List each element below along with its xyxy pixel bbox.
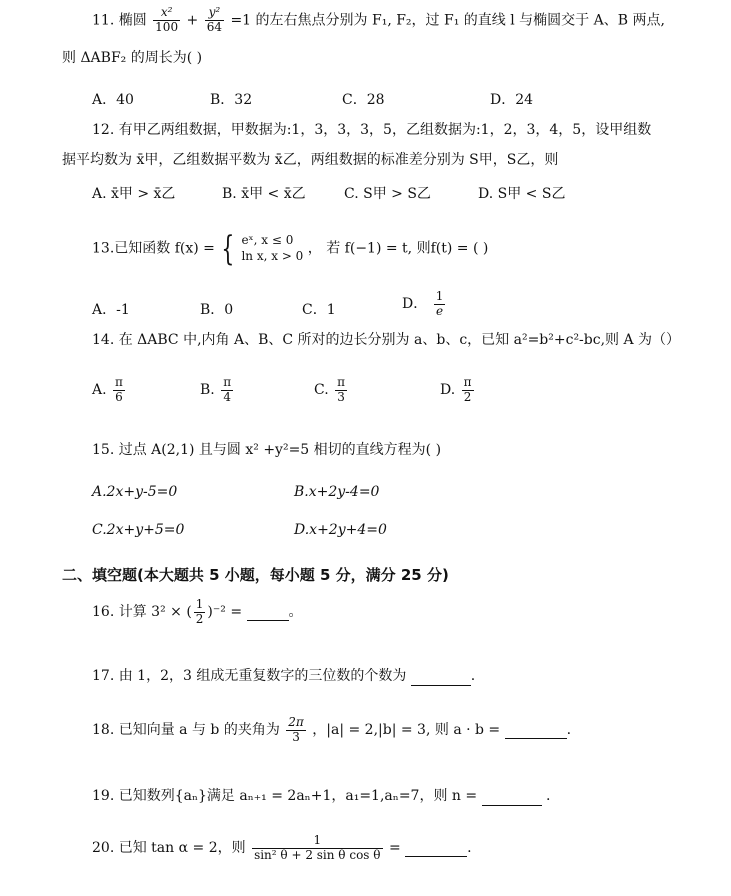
q11-option-d: D．24 (490, 92, 534, 108)
q20-fraction: $\frac{1}{\text{sin² θ + 2 sin θ cos θ}}$ (254, 833, 381, 862)
q13-option-a: A．-1 (92, 302, 130, 318)
q17-answer-blank[interactable] (411, 668, 471, 686)
q12-option-d: D. S甲 < S乙 (478, 186, 566, 202)
q14-option-a: A. $\frac{\pi}{6}$ (92, 375, 123, 404)
left-brace-icon: { (221, 229, 235, 269)
question-11 (92, 6, 665, 35)
q17-text: 17. 由 1，2，3 组成无重复数字的三位数的个数为 (92, 668, 407, 684)
q11-number: 11. (92, 12, 115, 29)
q18-answer-blank[interactable] (505, 721, 567, 739)
q13-case-1: eˣ, x ≤ 0 (241, 233, 294, 248)
q12-option-b: B. x̄甲 < x̄乙 (222, 186, 306, 202)
q15-option-d: D.x+2y+4=0 (294, 522, 387, 538)
q12-option-a: A. x̄甲 > x̄乙 (92, 186, 176, 202)
q16-fraction: $\frac{1}{2}$ (195, 597, 204, 626)
q18-fraction: $\frac{2\pi}{3}$ (288, 715, 304, 744)
q15-option-c: C.2x+y+5=0 (92, 522, 185, 538)
question-18: 18. 已知向量 a 与 b 的夹角为 $\frac{2\pi}{3}$ ，|a| = 2,|b| = 3, 则 a · b = . (92, 715, 572, 744)
q12-line-2: 据平均数为 x̄甲，乙组数据平数为 x̄乙，两组数据的标准差分别为 S甲，S乙，则 (62, 152, 559, 168)
q14-option-c-fraction: $\frac{\pi}{3}$ (337, 375, 346, 404)
q14-option-c: C. $\frac{\pi}{3}$ (314, 375, 346, 404)
q12-option-c: C. S甲 > S乙 (344, 186, 431, 202)
q13-option-c: C．1 (302, 302, 336, 318)
q13-prefix: 13.已知函数 f(x) = (92, 240, 215, 257)
q15-option-b: B.x+2y-4=0 (294, 484, 380, 500)
q14-option-d: D. $\frac{\pi}{2}$ (440, 375, 472, 404)
question-16: 16. 计算 3² × ( $\frac{1}{2}$ )⁻² = 。 (92, 597, 303, 626)
question-13 (92, 229, 489, 269)
q11-plus: + (186, 12, 199, 29)
q11-option-b: B．32 (210, 92, 253, 108)
q19-answer-blank[interactable] (482, 788, 542, 806)
q14-option-a-fraction: $\frac{\pi}{6}$ (115, 375, 123, 404)
q15-option-a: A.2x+y-5=0 (92, 484, 178, 500)
q13-piecewise (241, 233, 303, 264)
q11-line-2: 则 ΔABF₂ 的周长为( ) (62, 50, 203, 66)
q12-line-1: 12. 有甲乙两组数据，甲数据为:1，3，3，3，5，乙组数据为:1，2，3，4，5，设甲组数 (92, 122, 652, 138)
question-19: 19. 已知数列{aₙ}满足 aₙ₊₁ = 2aₙ+1，a₁=1,aₙ=7，则 n = . (92, 788, 551, 804)
question-17: 17. 由 1，2，3 组成无重复数字的三位数的个数为 . (92, 668, 476, 684)
q13-option-b: B．0 (200, 302, 234, 318)
question-20: 20. 已知 tan α = 2，则 $\frac{1}{\text{sin² θ + 2 sin θ cos θ}}$ = . (92, 833, 472, 862)
q20-answer-blank[interactable] (405, 839, 467, 857)
q14-option-b: B. $\frac{\pi}{4}$ (200, 375, 232, 404)
q16-answer-blank[interactable] (247, 603, 289, 621)
q13-option-d: D． $\frac{1}{e}$ (402, 289, 444, 318)
q13-suffix: ， 若 f(−1) = t, 则f(t) = ( ) (307, 240, 489, 257)
q19-text: 19. 已知数列{aₙ}满足 aₙ₊₁ = 2aₙ+1，a₁=1,aₙ=7，则 n = (92, 788, 478, 804)
q15-text: 15. 过点 A(2,1) 且与圆 x² +y²=5 相切的直线方程为( ) (92, 442, 442, 458)
q11-fraction-x: $\frac{\text{x²}}{100}$ (155, 5, 179, 34)
q11-prefix: 椭圆 (118, 12, 147, 29)
q11-fraction-y: $\frac{\text{y²}}{64}$ (206, 5, 222, 34)
q14-option-b-fraction: $\frac{\pi}{4}$ (223, 375, 232, 404)
section-2-title: 二、填空题(本大题共 5 小题，每小题 5 分，满分 25 分) (62, 566, 449, 584)
q14-text: 14. 在 ΔABC 中,内角 A、B、C 所对的边长分别为 a、b、c，已知 a²=b²+c²-bc,则 A 为（） (92, 332, 681, 348)
q13-case-2: ln x, x > 0 (241, 249, 304, 263)
q11-option-a: A．40 (92, 92, 134, 108)
q13-option-d-fraction: $\frac{1}{e}$ (435, 289, 444, 318)
q11-equals: =1 (230, 12, 252, 29)
q14-option-d-fraction: $\frac{\pi}{2}$ (463, 375, 472, 404)
q11-text: 的左右焦点分别为 F₁, F₂，过 F₁ 的直线 l 与椭圆交于 A、B 两点, (255, 12, 665, 29)
q11-option-c: C．28 (342, 92, 385, 108)
